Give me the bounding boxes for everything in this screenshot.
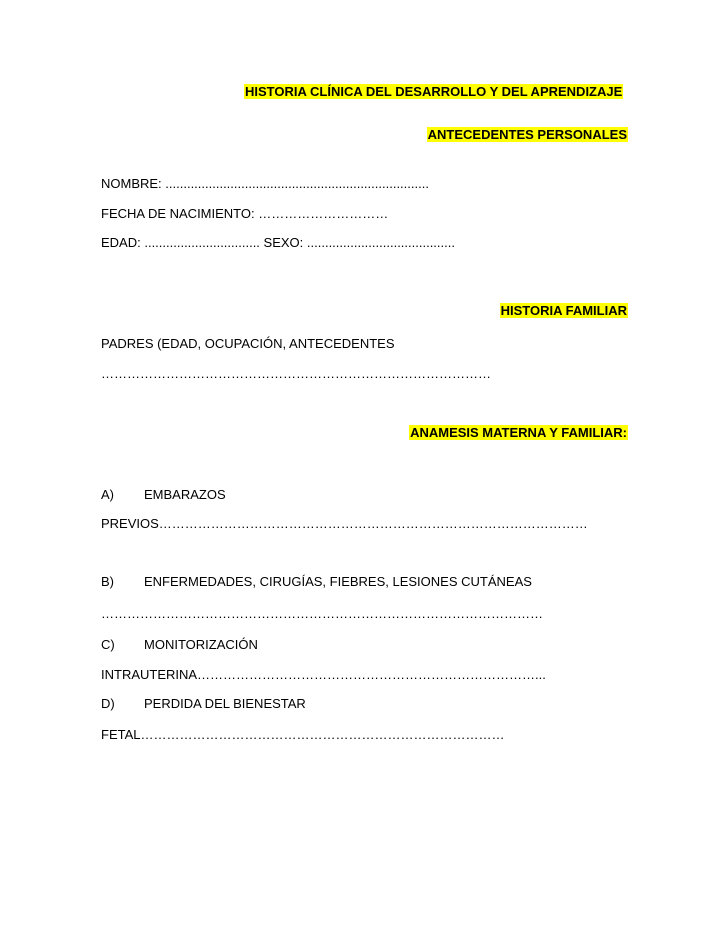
list-item-detail-a: PREVIOS……………………………………………………………………………………… [101, 516, 588, 531]
field-edad-sexo [101, 235, 455, 251]
list-item-detail-d: FETAL………………………………………………………………………… [101, 727, 505, 742]
list-item-letter: C) [101, 637, 115, 652]
list-item-letter: A) [101, 487, 114, 502]
document-title-text: HISTORIA CLÍNICA DEL DESARROLLO Y DEL APRENDIZAJE [245, 84, 623, 99]
list-item-c [101, 637, 258, 653]
list-item-label: MONITORIZACIÓN [144, 637, 258, 652]
list-item-label: ENFERMEDADES, CIRUGÍAS, FIEBRES, LESIONES CUTÁNEAS [144, 574, 532, 589]
list-item-label: EMBARAZOS [144, 487, 226, 502]
section-heading-personal [427, 127, 628, 143]
field-sexo: SEXO: ......................................... [263, 235, 455, 250]
section-heading-family [500, 303, 628, 319]
document-title [244, 84, 623, 100]
list-item-letter: B) [101, 574, 114, 589]
list-item-detail-c: INTRAUTERINA……………………………………………………………………... [101, 667, 546, 682]
section-heading-family-text: HISTORIA FAMILIAR [500, 303, 627, 318]
list-item-b [101, 574, 532, 590]
field-padres: PADRES (EDAD, OCUPACIÓN, ANTECEDENTES [101, 336, 395, 351]
field-edad: EDAD: ................................ [101, 235, 260, 250]
field-padres-dots: ……………………………………………………………………………… [101, 366, 491, 381]
list-item-label: PERDIDA DEL BIENESTAR [144, 696, 306, 711]
list-item-d [101, 696, 306, 712]
list-item-letter: D) [101, 696, 115, 711]
field-fecha-nacimiento: FECHA DE NACIMIENTO: ………………………… [101, 206, 389, 221]
field-nombre: NOMBRE: ......................................................................... [101, 176, 429, 191]
section-heading-anamnesis [409, 425, 628, 441]
section-heading-anamnesis-text: ANAMESIS MATERNA Y FAMILIAR: [410, 425, 627, 440]
list-item-detail-b: ………………………………………………………………………………………… [101, 606, 543, 621]
list-item-a [101, 487, 226, 503]
section-heading-personal-text: ANTECEDENTES PERSONALES [427, 127, 627, 142]
